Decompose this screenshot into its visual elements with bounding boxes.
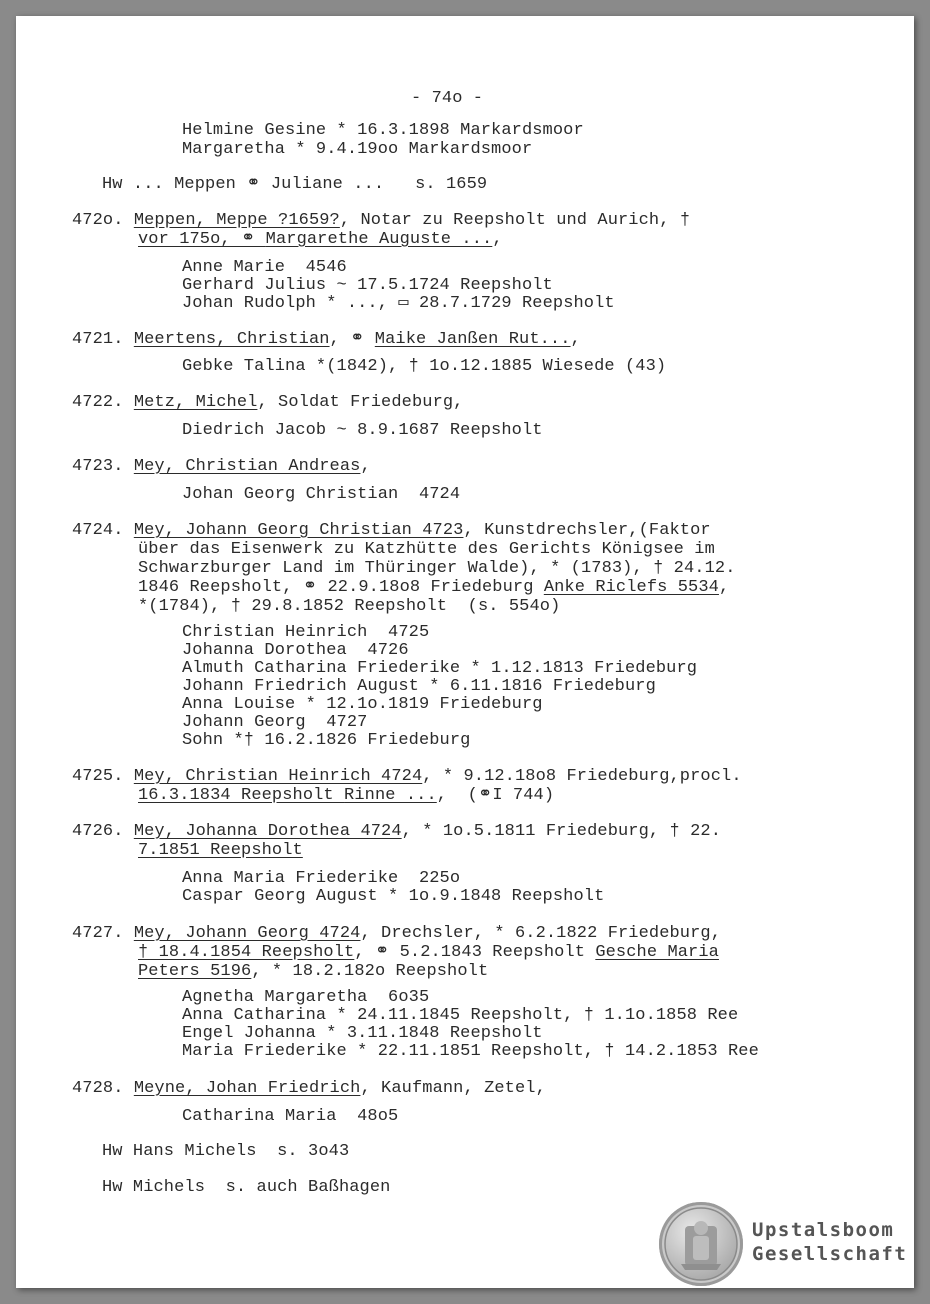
text-line xyxy=(138,944,719,963)
text-segment: , xyxy=(718,578,730,597)
text-segment: Johann Friedrich August * 6.11.1816 Friedeburg xyxy=(182,677,656,696)
text-line xyxy=(182,696,543,715)
text-line xyxy=(72,1080,546,1099)
text-segment: Anna Louise * 12.1o.1819 Friedeburg xyxy=(182,695,543,714)
text-line xyxy=(72,394,463,413)
underlined-text: Mey, Johanna Dorothea 4724 xyxy=(133,822,402,841)
underlined-text: Margarethe Auguste ... xyxy=(265,230,493,249)
text-segment: , ⚭ 5.2.1843 Reepsholt xyxy=(354,943,596,962)
text-segment: 4728. xyxy=(72,1079,134,1098)
text-line xyxy=(182,1025,543,1044)
society-logo-text xyxy=(752,1218,907,1266)
text-segment: 4721. xyxy=(72,330,134,349)
text-line xyxy=(182,277,553,296)
text-line xyxy=(182,295,615,314)
text-segment: , Notar zu Reepsholt und Aurich, † xyxy=(339,211,691,230)
text-segment: Agnetha Margaretha 6o35 xyxy=(182,988,430,1007)
underlined-text: Maike Janßen Rut... xyxy=(374,330,571,349)
text-line xyxy=(182,642,409,661)
document-page xyxy=(16,16,914,1288)
text-segment: Johann Georg 4727 xyxy=(182,713,368,732)
text-line xyxy=(72,458,371,477)
underlined-text: Gesche Maria xyxy=(595,943,719,962)
text-segment: 4722. xyxy=(72,393,134,412)
text-line xyxy=(182,486,460,505)
text-line xyxy=(182,870,460,889)
text-line xyxy=(182,1007,738,1026)
text-line xyxy=(138,541,715,560)
text-segment: Almuth Catharina Friederike * 1.12.1813 Friedeburg xyxy=(182,659,698,678)
text-segment: Catharina Maria 48o5 xyxy=(182,1107,399,1126)
text-line xyxy=(182,989,429,1008)
text-segment: Caspar Georg August * 1o.9.1848 Reepsholt xyxy=(182,887,605,906)
text-segment: Anna Catharina * 24.11.1845 Reepsholt, † 1.1o.1858 Ree xyxy=(182,1006,739,1025)
text-segment: , xyxy=(570,330,581,349)
text-segment: 4725. xyxy=(72,767,134,786)
text-line xyxy=(138,579,729,598)
text-line xyxy=(182,422,543,441)
text-line xyxy=(182,358,666,377)
text-segment: Hw Hans Michels s. 3o43 xyxy=(102,1142,350,1161)
text-line xyxy=(72,331,581,350)
society-seal-icon xyxy=(659,1202,743,1286)
text-line xyxy=(182,141,532,160)
underlined-text: Meertens, Christian xyxy=(133,330,330,349)
text-line xyxy=(182,888,604,907)
text-line xyxy=(102,1143,349,1162)
text-segment: Christian Heinrich 4725 xyxy=(182,623,430,642)
text-segment: Engel Johanna * 3.11.1848 Reepsholt xyxy=(182,1024,543,1043)
text-segment: , * 9.12.18o8 Friedeburg,procl. xyxy=(422,767,742,786)
underlined-text: Mey, Johann Georg Christian 4723 xyxy=(133,521,464,540)
text-line xyxy=(182,624,429,643)
text-line xyxy=(102,1179,390,1198)
underlined-text: Metz, Michel xyxy=(133,393,258,412)
text-segment: , Soldat Friedeburg, xyxy=(257,393,464,412)
text-segment: Hw ... Meppen ⚭ Juliane ... s. 1659 xyxy=(102,175,488,194)
logo-line-1: Upstalsboom xyxy=(752,1219,895,1241)
text-line xyxy=(138,560,736,579)
text-line xyxy=(72,212,690,231)
underlined-text: 7.1851 Reepsholt xyxy=(138,841,303,860)
text-segment: Sohn *† 16.2.1826 Friedeburg xyxy=(182,731,471,750)
text-segment: Anne Marie 4546 xyxy=(182,258,347,277)
underlined-text: † 18.4.1854 Reepsholt xyxy=(138,943,355,962)
underlined-text: Meyne, Johan Friedrich xyxy=(133,1079,361,1098)
underlined-text: Mey, Christian Andreas xyxy=(133,457,361,476)
text-segment: *(1784), † 29.8.1852 Reepsholt (s. 554o) xyxy=(138,597,561,616)
text-segment: , (⚭I 744) xyxy=(436,786,555,805)
text-line xyxy=(138,787,554,806)
text-line xyxy=(72,925,721,944)
underlined-text: Mey, Christian Heinrich 4724 xyxy=(133,767,423,786)
text-line xyxy=(182,1043,759,1062)
underlined-text: Rinne ... xyxy=(344,786,437,805)
text-segment: Gerhard Julius ~ 17.5.1724 Reepsholt xyxy=(182,276,553,295)
text-line xyxy=(138,231,503,250)
text-segment: Margaretha * 9.4.19oo Markardsmoor xyxy=(182,140,533,159)
text-line xyxy=(182,732,470,751)
text-line xyxy=(72,823,721,842)
text-segment: 4727. xyxy=(72,924,134,943)
text-segment: , * 1o.5.1811 Friedeburg, † 22. xyxy=(401,822,722,841)
text-segment: , * 18.2.182o Reepsholt xyxy=(251,962,489,981)
underlined-text: vor 175o, ⚭ xyxy=(138,230,266,249)
underlined-text: Anke Riclefs 5534 xyxy=(543,578,719,597)
text-line xyxy=(182,660,697,679)
logo-line-2: Gesellschaft xyxy=(752,1243,908,1265)
text-line xyxy=(182,259,347,278)
text-segment: Schwarzburger Land im Thüringer Walde), * (1783), † 24.12. xyxy=(138,559,736,578)
underlined-text: 16.3.1834 Reepsholt xyxy=(138,786,345,805)
text-segment: Gebke Talina *(1842), † 1o.12.1885 Wiesede (43) xyxy=(182,357,667,376)
text-segment: 4723. xyxy=(72,457,134,476)
text-line xyxy=(72,768,742,787)
text-segment: über das Eisenwerk zu Katzhütte des Gerichts Königsee im xyxy=(138,540,715,559)
underlined-text: Mey, Johann Georg 4724 xyxy=(133,924,361,943)
text-segment: Johan Rudolph * ..., ▭ 28.7.1729 Reepsholt xyxy=(182,294,615,313)
text-segment: , xyxy=(360,457,371,476)
text-segment: Diedrich Jacob ~ 8.9.1687 Reepsholt xyxy=(182,421,543,440)
text-segment: , Drechsler, * 6.2.1822 Friedeburg, xyxy=(360,924,722,943)
text-segment: Maria Friederike * 22.11.1851 Reepsholt, † 14.2.1853 Ree xyxy=(182,1042,759,1061)
text-line xyxy=(138,598,560,617)
text-segment: Johanna Dorothea 4726 xyxy=(182,641,409,660)
text-line xyxy=(182,1108,398,1127)
text-line xyxy=(182,714,367,733)
text-segment: 4726. xyxy=(72,822,134,841)
text-segment: , Kunstdrechsler,(Faktor xyxy=(463,521,711,540)
text-line xyxy=(182,122,584,141)
text-segment: Helmine Gesine * 16.3.1898 Markardsmoor xyxy=(182,121,584,140)
text-segment: , Kaufmann, Zetel, xyxy=(360,1079,546,1098)
page-number: - 74o - xyxy=(411,89,484,108)
text-segment: , xyxy=(492,230,503,249)
text-line xyxy=(138,963,488,982)
text-segment: , ⚭ xyxy=(329,330,375,349)
text-segment: Hw Michels s. auch Baßhagen xyxy=(102,1178,391,1197)
underlined-text: Meppen, Meppe ?1659? xyxy=(133,211,340,230)
text-segment: 1846 Reepsholt, ⚭ 22.9.18o8 Friedeburg xyxy=(138,578,544,597)
text-line xyxy=(182,678,656,697)
text-segment: Johan Georg Christian 4724 xyxy=(182,485,461,504)
underlined-text: Peters 5196 xyxy=(138,962,252,981)
text-line xyxy=(138,842,303,861)
text-line xyxy=(72,522,711,541)
text-segment: 4724. xyxy=(72,521,134,540)
text-line xyxy=(102,176,487,195)
text-segment: 472o. xyxy=(72,211,134,230)
text-segment: Anna Maria Friederike 225o xyxy=(182,869,461,888)
